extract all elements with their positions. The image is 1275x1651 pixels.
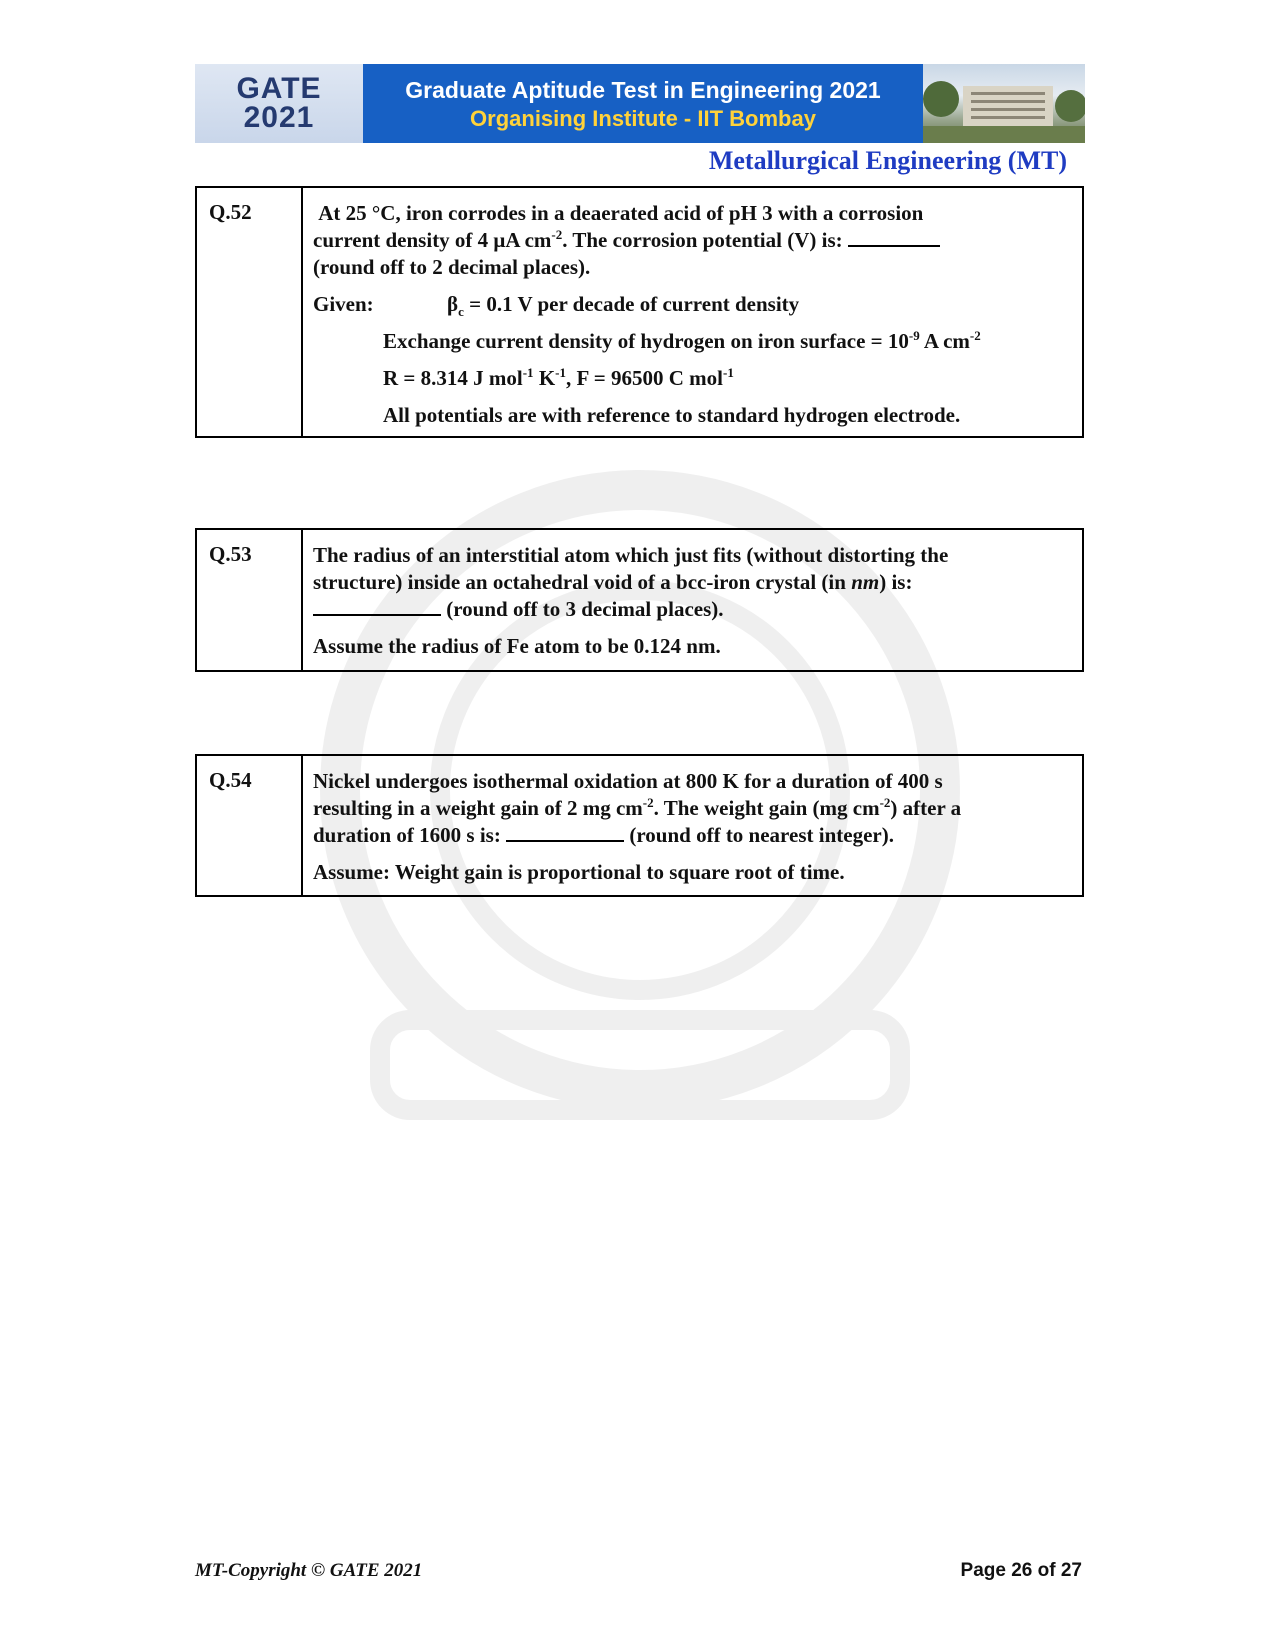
- q53-line2: structure) inside an octahedral void of a bcc-iron crystal (in nm) is:: [313, 570, 913, 594]
- q54-line1: Nickel undergoes isothermal oxidation at 800 K for a duration of 400 s: [313, 769, 943, 793]
- logo-line1: GATE: [236, 71, 322, 105]
- banner-subtitle: Organising Institute - IIT Bombay: [470, 105, 816, 131]
- question-52: [195, 186, 1084, 438]
- answer-blank[interactable]: [848, 227, 940, 247]
- banner-title-box: [363, 64, 923, 143]
- q54-assume: Assume: Weight gain is proportional to square root of time.: [313, 860, 845, 884]
- q54-line3: duration of 1600 s is: (round off to nearest integer).: [313, 823, 894, 847]
- question-body: [303, 530, 1082, 670]
- q52-line3: (round off to 2 decimal places).: [313, 255, 591, 279]
- building-icon: [923, 64, 1085, 143]
- gate-logo: [195, 64, 363, 143]
- given-exchange-current: Exchange current density of hydrogen on iron surface = $10^{-9}$ A $cm^{-2}$: [383, 328, 981, 353]
- question-number: Q.53: [197, 530, 303, 670]
- q52-line2: current density of 4 μA $cm^{-2}$. The corrosion potential (V) is:: [313, 227, 1072, 254]
- campus-photo: [923, 64, 1085, 143]
- q52-given-row: [313, 291, 1072, 318]
- footer-copyright: MT-Copyright © GATE 2021: [195, 1560, 423, 1581]
- given-beta: $\beta_c = 0.1$ V per decade of current density: [447, 292, 800, 320]
- footer-page-number: Page 26 of 27: [960, 1560, 1082, 1581]
- question-number: Q.52: [197, 188, 303, 436]
- banner-title: Graduate Aptitude Test in Engineering 2021: [405, 76, 881, 103]
- question-54: [195, 754, 1084, 897]
- answer-blank[interactable]: [313, 596, 441, 616]
- q52-line1: At 25 °C, iron corrodes in a deaerated acid of pH 3 with a corrosion: [318, 201, 924, 225]
- header-banner: [195, 64, 1085, 143]
- q54-line2: resulting in a weight gain of 2 mg $cm^{-2}$. The weight gain (mg $cm^{-2}$) after a: [313, 795, 962, 820]
- question-number: Q.54: [197, 756, 303, 895]
- logo-line2: 2021: [243, 100, 315, 134]
- given-label: Given:: [313, 292, 374, 316]
- given-constants: R = 8.314 J mol$^{-1}$ $K^{-1}$, F = 96500 C mol$^{-1}$: [383, 365, 734, 390]
- question-53: [195, 528, 1084, 672]
- question-body: [303, 756, 1082, 895]
- q53-line1: The radius of an interstitial atom which just fits (without distorting the: [313, 543, 949, 567]
- q53-assume: Assume the radius of Fe atom to be 0.124 nm.: [313, 634, 721, 658]
- answer-blank[interactable]: [506, 822, 624, 842]
- question-body: [303, 188, 1082, 436]
- department-title: Metallurgical Engineering (MT): [708, 146, 1067, 175]
- given-reference: All potentials are with reference to standard hydrogen electrode.: [383, 403, 961, 427]
- q53-line3: (round off to 3 decimal places).: [313, 596, 1072, 623]
